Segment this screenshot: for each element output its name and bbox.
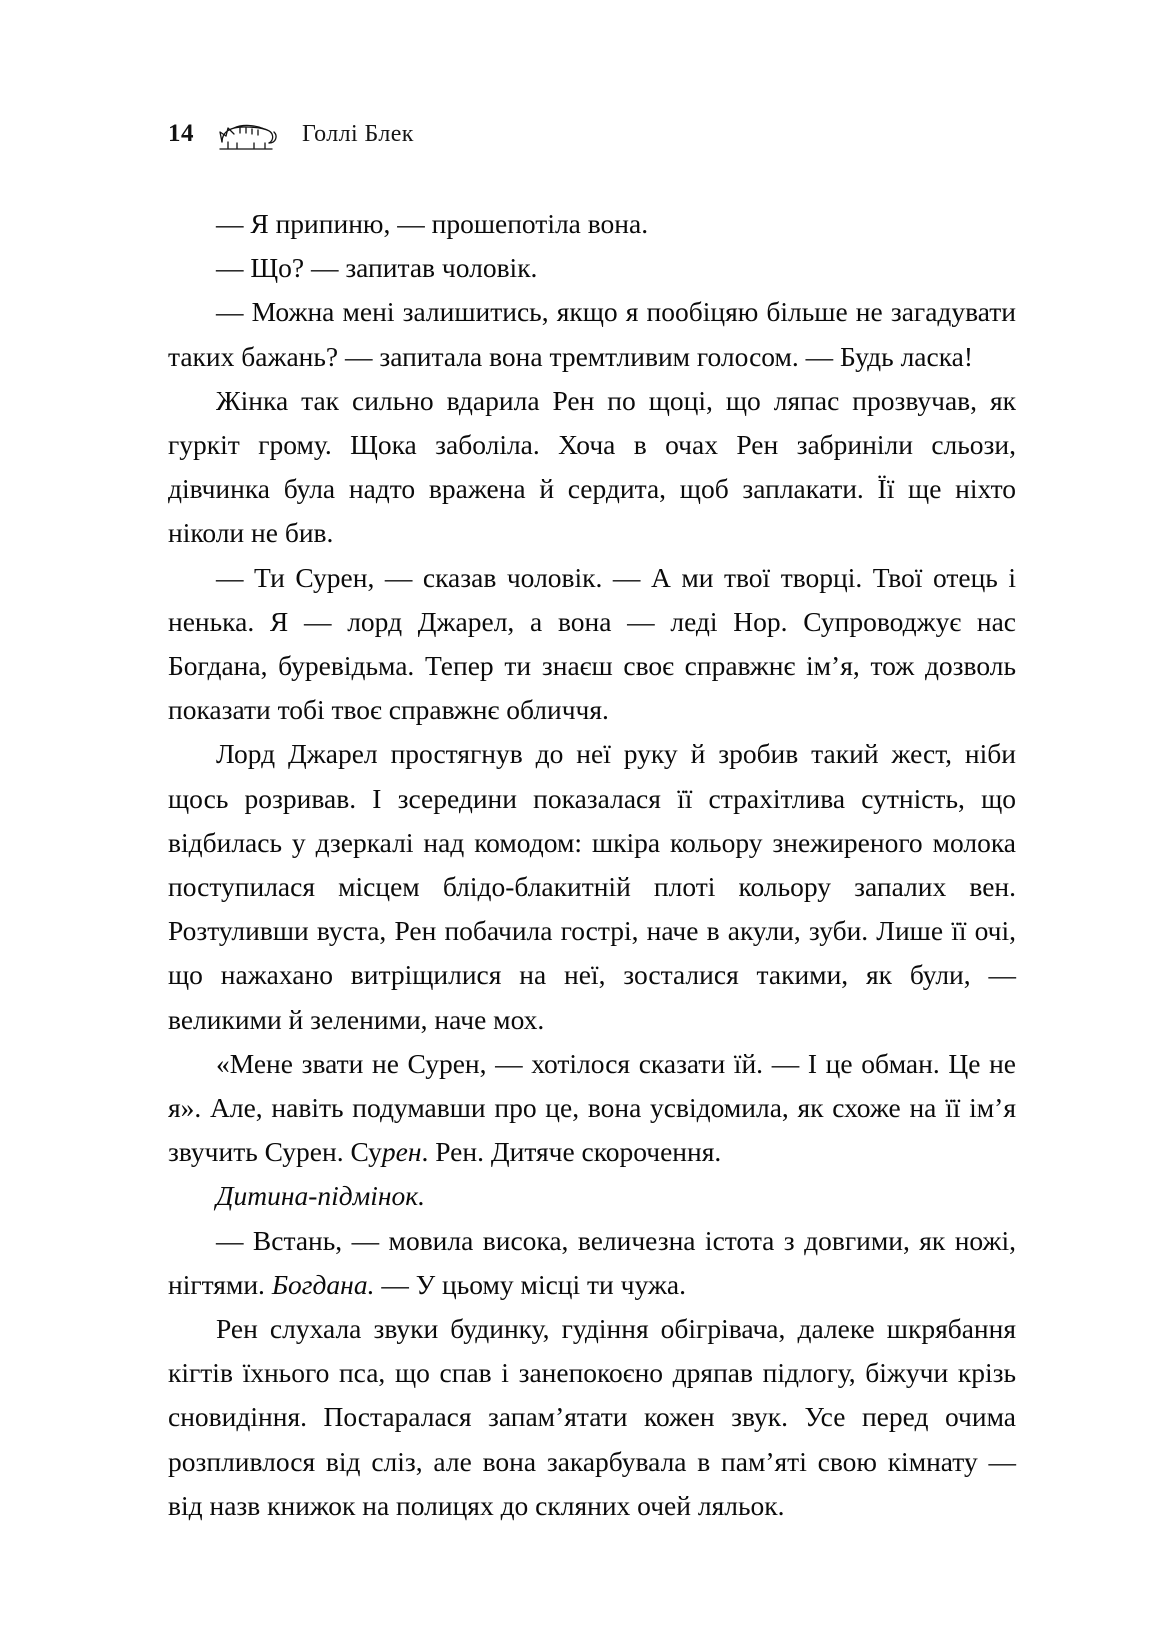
page-number: 14	[168, 120, 194, 147]
body-text	[168, 202, 1016, 1528]
paragraph-italic: Дитина-підмінок.	[216, 1180, 426, 1212]
paragraph-segment: «Мене звати не Сурен, — хотілося сказати їй. — І це обман. Це не я». Але, навіть подумавши про це, вона усвідомила, як схоже на її ім’я звучить Сурен. Су	[168, 1047, 1016, 1168]
paragraph-segment-italic: Богдана.	[271, 1268, 375, 1300]
paragraph-segment: — Встань, — мовила висока, величезна істота з довгими, як ножі, нігтями.	[168, 1224, 1016, 1300]
paragraph-segment-italic: рен	[381, 1136, 422, 1168]
running-title: Голлі Блек	[302, 120, 414, 147]
paragraph: Жінка так сильно вдарила Рен по щоці, що ляпас прозвучав, як гуркіт грому. Щока заболіла. Хоча в очах Рен забриніли сльози, дівчинка була надто вражена й сердита, щоб заплакати. Її ще ніхто ніколи не бив.	[168, 384, 1016, 549]
paragraph: — Ти Сурен, — сказав чоловік. — А ми твої творці. Твої отець і ненька. Я — лорд Джарел, а вона — леді Нор. Супроводжує нас Богдана, буревідьма. Тепер ти знаєш своє справжнє ім’я, тож дозволь показати тобі твоє справжнє обличчя.	[168, 561, 1016, 726]
paragraph: — Що? — запитав чоловік.	[216, 252, 538, 284]
paragraph-mixed	[168, 1219, 1016, 1307]
paragraph-segment: — У цьому місці ти чужа.	[374, 1268, 686, 1300]
paragraph-mixed	[168, 1042, 1016, 1175]
paragraph: Рен слухала звуки будинку, гудіння обігрівача, далеке шкрябання кігтів їхнього пса, що спав і занепокоєно дряпав підлогу, біжучи крізь сновидіння. Постаралася запам’ятати кожен звук. Усе перед очима розпливлося від сліз, але вона закарбувала в пам’яті свою кімнату — від назв книжок на полицях до скляних очей ляльок.	[168, 1313, 1016, 1521]
paragraph-segment: . Рен. Дитяче скорочення.	[421, 1136, 722, 1168]
cat-ornament-icon	[214, 116, 280, 152]
paragraph: — Я припиню, — прошепотіла вона.	[216, 208, 649, 239]
paragraph: — Можна мені залишитись, якщо я пообіцяю більше не загадувати таких бажань? — запитала вона тремтливим голосом. — Будь ласка!	[168, 296, 1016, 372]
running-head	[168, 112, 1016, 156]
paragraph: Лорд Джарел простягнув до неї руку й зробив такий жест, ніби щось розривав. І зсередини показалася її страхітлива сутність, що відбилась у дзеркалі над комодом: шкіра кольору знежиреного молока поступилася місцем блідо-блакитній плоті кольору запалих вен. Розтуливши вуста, Рен побачила гострі, наче в акули, зуби. Лише її очі, що нажахано витріщилися на неї, зосталися такими, як були, — великими й зеленими, наче мох.	[168, 738, 1016, 1035]
